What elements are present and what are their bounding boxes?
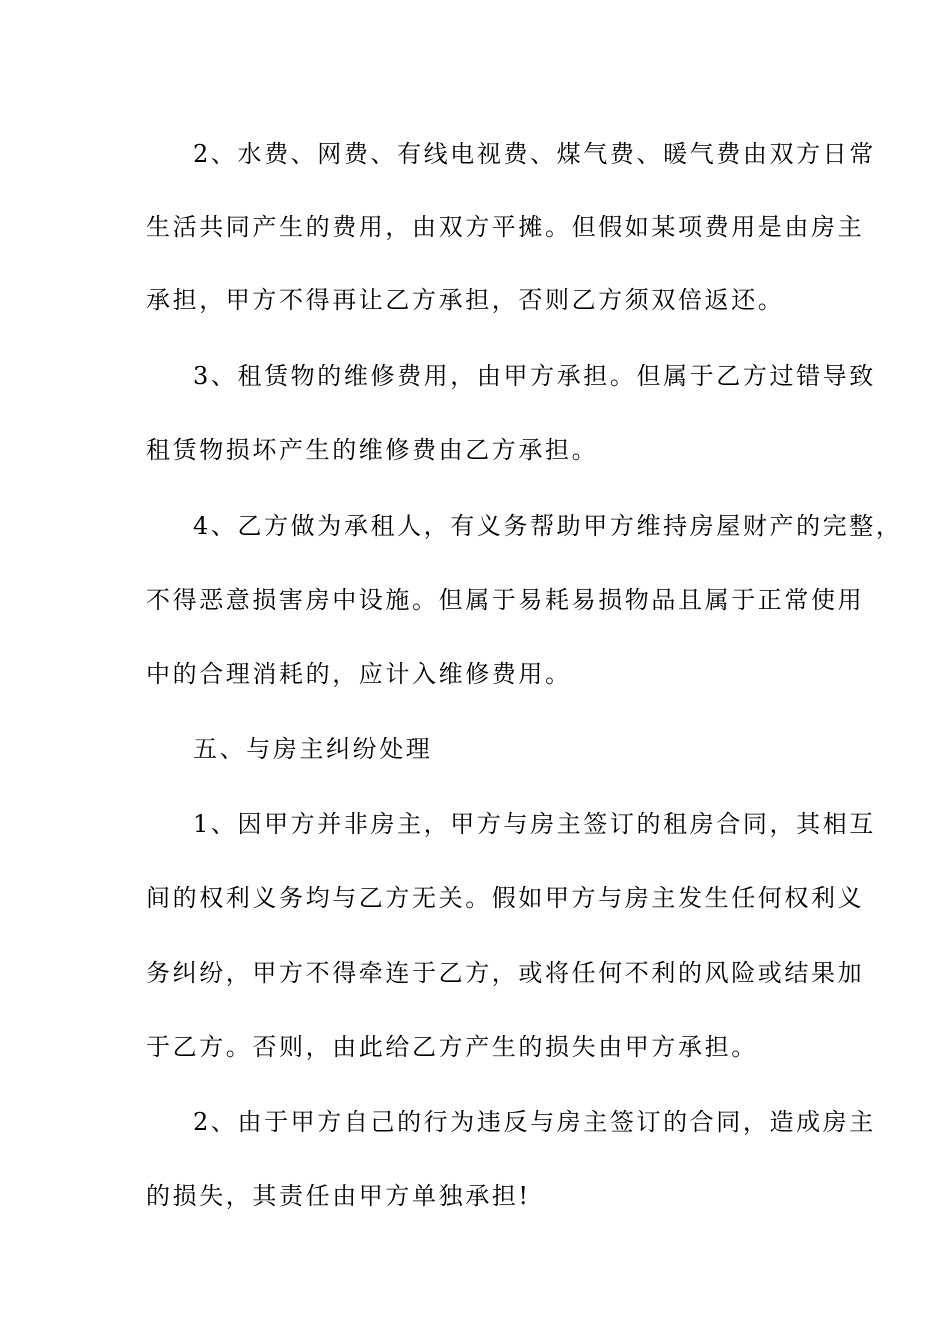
paragraph-4-line-1: 4、乙方做为承租人，有义务帮助甲方维持房屋财产的完整， — [193, 512, 903, 540]
paragraph-4-line-2: 不得恶意损害房中设施。但属于易耗易损物品且属于正常使用 — [146, 586, 865, 614]
section-five-paragraph-1-line-4: 于乙方。否则，由此给乙方产生的损失由甲方承担。 — [146, 1033, 758, 1061]
paragraph-3-line-2: 租赁物损坏产生的维修费由乙方承担。 — [146, 436, 599, 464]
section-five-paragraph-1-line-2: 间的权利义务均与乙方无关。假如甲方与房主发生任何权利义 — [146, 884, 865, 912]
section-five-paragraph-2-line-1: 2、由于甲方自己的行为违反与房主签订的合同，造成房主 — [193, 1108, 876, 1136]
section-five-heading: 五、与房主纠纷处理 — [193, 735, 433, 763]
paragraph-2-line-1: 2、水费、网费、有线电视费、煤气费、暖气费由双方日常 — [193, 140, 876, 168]
section-five-paragraph-1-line-3: 务纠纷，甲方不得牵连于乙方，或将任何不利的风险或结果加 — [146, 959, 865, 987]
section-five-paragraph-2-line-2: 的损失，其责任由甲方单独承担! — [146, 1182, 531, 1210]
paragraph-3-line-1: 3、租赁物的维修费用，由甲方承担。但属于乙方过错导致 — [193, 362, 876, 390]
paragraph-2-line-3: 承担，甲方不得再让乙方承担，否则乙方须双倍返还。 — [146, 286, 785, 314]
paragraph-4-line-3: 中的合理消耗的，应计入维修费用。 — [146, 660, 572, 688]
section-five-paragraph-1-line-1: 1、因甲方并非房主，甲方与房主签订的租房合同，其相互 — [193, 810, 876, 838]
paragraph-2-line-2: 生活共同产生的费用，由双方平摊。但假如某项费用是由房主 — [146, 213, 865, 241]
